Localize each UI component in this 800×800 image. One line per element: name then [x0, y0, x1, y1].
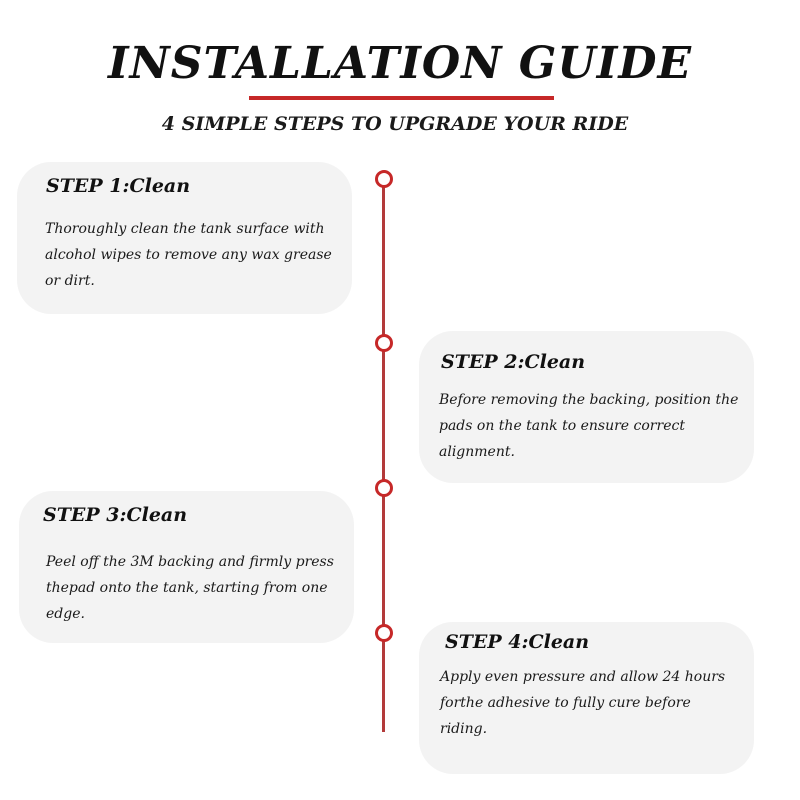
step-title: STEP 4:Clean — [445, 631, 590, 653]
step-description: Apply even pressure and allow 24 hours forthe adhesive to fully cure before riding. — [440, 669, 726, 737]
timeline-node-step-2 — [375, 334, 393, 352]
step-title: STEP 1:Clean — [46, 175, 191, 197]
timeline-node-step-1 — [375, 170, 393, 188]
step-description: Thoroughly clean the tank surface with alcohol wipes to remove any wax grease or dirt. — [45, 221, 332, 289]
step-description: Before removing the backing, position the pads on the tank to ensure correct alignment. — [439, 392, 739, 460]
step-title: STEP 2:Clean — [441, 351, 586, 373]
timeline-line — [382, 186, 385, 732]
timeline-node-step-3 — [375, 479, 393, 497]
step-card-4 — [419, 622, 754, 774]
step-card-2 — [419, 331, 754, 483]
step-card-3 — [19, 491, 354, 643]
step-title: STEP 3:Clean — [43, 504, 188, 526]
page-title: INSTALLATION GUIDE — [107, 38, 693, 89]
page-subtitle: 4 SIMPLE STEPS TO UPGRADE YOUR RIDE — [161, 113, 629, 135]
title-underline — [249, 96, 554, 100]
timeline-node-step-4 — [375, 624, 393, 642]
step-description: Peel off the 3M backing and firmly press thepad onto the tank, starting from one edge. — [46, 554, 334, 622]
step-card-1 — [17, 162, 352, 314]
